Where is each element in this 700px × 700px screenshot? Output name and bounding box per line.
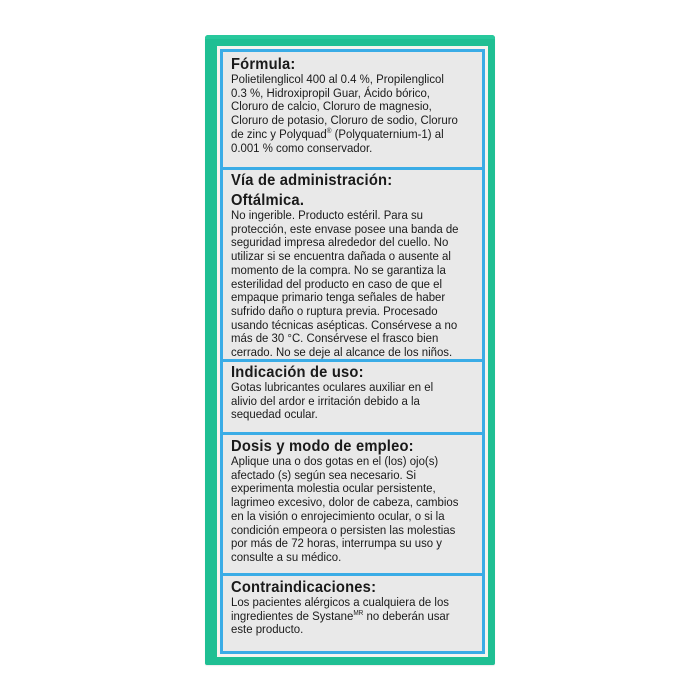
section-body <box>231 73 474 155</box>
section-body <box>231 455 474 565</box>
section-indication <box>223 362 482 422</box>
section-heading: Fórmula: <box>231 56 296 73</box>
text-line: 0.001 % como conservador. <box>231 140 373 155</box>
text-line: esterilidad del producto en caso de que el <box>231 276 443 291</box>
text-line <box>231 610 474 624</box>
text-line: empaque primario tenga señales de haber <box>231 290 446 305</box>
text-fragment: no deberán usar <box>363 608 450 623</box>
text-line: Cloruro de calcio, Cloruro de magnesio, <box>231 99 432 114</box>
text-fragment: (Polyquaternium-1) al <box>334 126 444 141</box>
section-heading: Dosis y modo de empleo: <box>231 438 414 455</box>
cream-border <box>217 46 488 657</box>
text-line: más de 30 °C. Consérvese el frasco bien <box>231 331 439 346</box>
section-body <box>231 381 474 422</box>
text-line: usando técnicas asépticas. Consérvese a no <box>231 317 458 332</box>
section-body <box>231 209 474 360</box>
text-line: protección, este envase posee una banda de <box>231 221 459 236</box>
text-line: experimenta molestia ocular persistente, <box>231 481 436 496</box>
trademark-mark: MR <box>353 609 364 617</box>
text-line: momento de la compra. No se garantiza la <box>231 262 446 277</box>
product-box-back-panel <box>205 35 495 665</box>
text-line: este producto. <box>231 622 304 637</box>
text-line: Aplique una o dos gotas en el (los) ojo(s) <box>231 454 439 468</box>
text-line: 0.3 %, Hidroxipropil Guar, Ácido bórico, <box>231 85 430 100</box>
text-fragment: de zinc y Polyquad <box>231 126 327 141</box>
text-line: alivio del ardor e irritación debido a la <box>231 393 420 408</box>
text-line: condición empeora o persisten las molestias <box>231 522 456 537</box>
text-line: Gotas lubricantes oculares auxiliar en el <box>231 380 434 394</box>
section-divider <box>223 432 482 435</box>
text-line <box>231 128 474 142</box>
text-fragment: ingredientes de Systane <box>231 608 354 623</box>
section-divider <box>223 573 482 576</box>
text-line: Los pacientes alérgicos a cualquiera de los <box>231 595 449 609</box>
section-dosage <box>223 436 482 565</box>
text-line: en la visión o enrojecimiento ocular, o si la <box>231 508 445 523</box>
section-body <box>231 596 474 637</box>
text-line: Polietilenglicol 400 al 0.4 %, Propilenglicol <box>231 72 444 86</box>
section-heading: Contraindicaciones: <box>231 579 377 596</box>
registered-mark: ® <box>326 127 332 135</box>
text-line: consulte a su médico. <box>231 549 342 564</box>
section-subheading: Oftálmica. <box>231 192 305 209</box>
information-panel <box>220 49 485 654</box>
text-line: por más de 72 horas, interrumpa su uso y <box>231 536 442 551</box>
text-line: seguridad impresa alrededor del cuello. No <box>231 235 449 250</box>
section-formula <box>223 54 482 155</box>
text-line: sufrido daño o ruptura previa. Procesado <box>231 303 438 318</box>
text-line: cerrado. No se deje al alcance de los niños. <box>231 345 453 360</box>
text-line: No ingerible. Producto estéril. Para su <box>231 208 423 222</box>
text-line: lagrimeo excesivo, dolor de cabeza, cambios <box>231 495 459 510</box>
section-contraindications <box>223 577 482 637</box>
text-line: sequedad ocular. <box>231 407 318 422</box>
section-heading: Indicación de uso: <box>231 364 364 381</box>
text-line: afectado (s) según sea necesario. Si <box>231 467 417 482</box>
box-top-edge <box>205 35 495 39</box>
section-administration-route <box>223 170 482 360</box>
section-heading: Vía de administración: <box>231 172 393 189</box>
text-line: Cloruro de potasio, Cloruro de sodio, Cloruro <box>231 113 458 128</box>
text-line: utilizar si se encuentra dañada o ausente al <box>231 249 451 264</box>
